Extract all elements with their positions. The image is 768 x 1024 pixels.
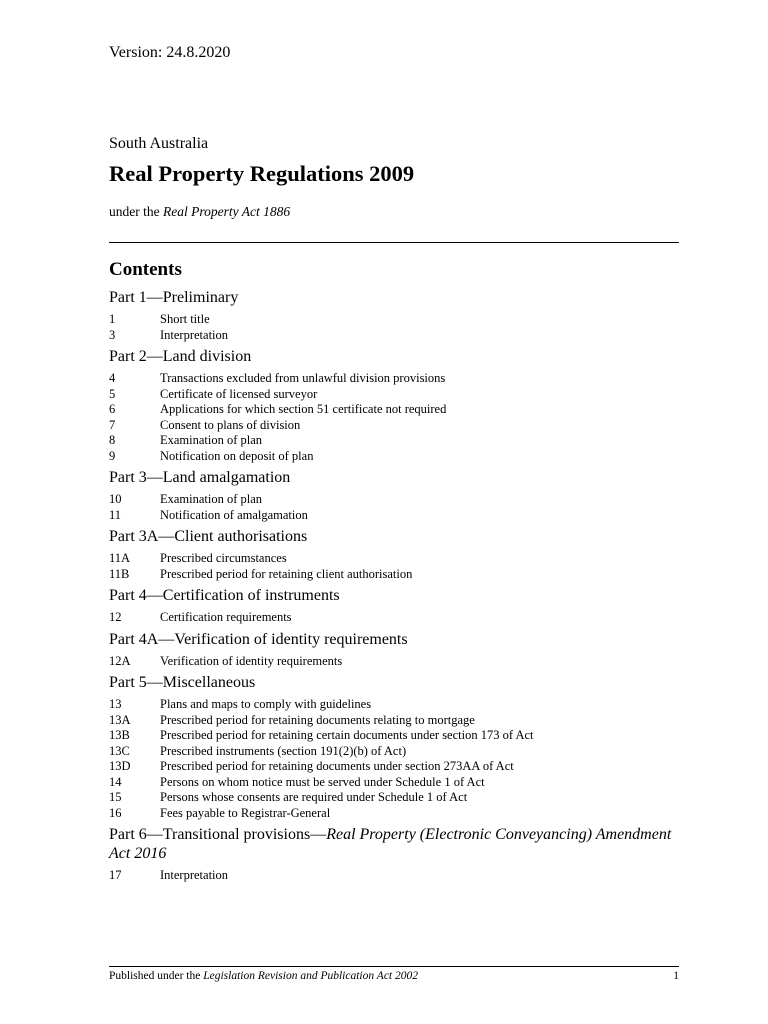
toc-entry[interactable] <box>109 508 679 524</box>
toc-entry[interactable] <box>109 697 679 713</box>
toc-entry-title: Interpretation <box>160 868 229 882</box>
toc-entry[interactable] <box>109 790 679 806</box>
toc-part-heading[interactable]: Part 4A—Verification of identity requirements <box>109 630 408 648</box>
toc-entry[interactable] <box>109 654 679 670</box>
toc-entry-number: 13D <box>109 759 131 773</box>
toc-entry-title: Transactions excluded from unlawful division provisions <box>160 371 446 385</box>
toc-entry-number: 7 <box>109 417 116 432</box>
toc-entry-title: Notification on deposit of plan <box>160 448 314 463</box>
toc-entry[interactable] <box>109 449 679 465</box>
enabling-act-prefix: under the <box>109 204 163 219</box>
toc-part-heading[interactable]: Part 2—Land division <box>109 348 252 365</box>
toc-entry[interactable] <box>109 728 679 744</box>
document-title: Real Property Regulations 2009 <box>109 161 415 186</box>
toc-part <box>109 527 679 582</box>
toc-part-heading[interactable]: Part 4—Certification of instruments <box>109 587 340 604</box>
toc-entry-title: Examination of plan <box>160 433 263 447</box>
toc-entry-title: Prescribed circumstances <box>160 551 287 565</box>
toc-entry-title: Certificate of licensed surveyor <box>160 386 318 401</box>
toc-entry-number: 13B <box>109 728 130 742</box>
toc-part <box>109 288 679 343</box>
toc-entry-number: 13 <box>109 697 122 711</box>
toc-entry-title: Examination of plan <box>160 492 263 506</box>
toc-part <box>109 586 679 626</box>
toc-entries <box>109 492 679 523</box>
toc-entry-title: Applications for which section 51 certificate not required <box>160 402 447 416</box>
toc-entries <box>109 654 679 670</box>
table-of-contents <box>109 288 679 888</box>
footer-prefix: Published under the <box>109 970 204 982</box>
toc-entries <box>109 551 679 582</box>
toc-part-heading[interactable]: Part 3A—Client authorisations <box>109 528 308 545</box>
contents-heading: Contents <box>109 259 182 280</box>
jurisdiction: South Australia <box>109 135 209 152</box>
toc-entry[interactable] <box>109 418 679 434</box>
toc-entry-title: Prescribed instruments (section 191(2)(b) of Act) <box>160 743 407 758</box>
toc-part-heading[interactable] <box>109 825 679 863</box>
toc-entry-title: Consent to plans of division <box>160 417 301 432</box>
toc-entry-title: Notification of amalgamation <box>160 507 308 522</box>
toc-entry[interactable] <box>109 868 679 884</box>
toc-part <box>109 468 679 523</box>
toc-entries <box>109 610 679 626</box>
toc-entry-number: 14 <box>109 774 122 789</box>
toc-entry[interactable] <box>109 806 679 822</box>
toc-entry[interactable] <box>109 567 679 583</box>
toc-part-heading-prefix: Part 6—Transitional provisions— <box>109 826 327 843</box>
toc-entry[interactable] <box>109 759 679 775</box>
toc-part <box>109 630 679 670</box>
page-footer <box>109 970 679 982</box>
toc-entry[interactable] <box>109 492 679 508</box>
toc-entry-number: 8 <box>109 433 116 447</box>
toc-entry[interactable] <box>109 551 679 567</box>
toc-entry-number: 12 <box>109 610 122 624</box>
toc-entry-number: 15 <box>109 790 122 804</box>
toc-entries <box>109 312 679 343</box>
toc-entry-title: Persons on whom notice must be served under Schedule 1 of Act <box>160 774 485 789</box>
toc-entry[interactable] <box>109 433 679 449</box>
page-number: 1 <box>673 970 679 982</box>
toc-entry-number: 16 <box>109 805 122 820</box>
toc-entry-title: Fees payable to Registrar-General <box>160 805 331 820</box>
enabling-act-name: Real Property Act 1886 <box>162 204 291 219</box>
toc-entry[interactable] <box>109 713 679 729</box>
toc-entry-number: 4 <box>109 371 116 385</box>
footer-act-name: Legislation Revision and Publication Act 2002 <box>203 970 418 982</box>
toc-entry[interactable] <box>109 775 679 791</box>
toc-entry-number: 13A <box>109 712 131 727</box>
enabling-act-line <box>109 204 290 220</box>
toc-entry-title: Certification requirements <box>160 610 292 624</box>
toc-entry-title: Interpretation <box>160 327 229 342</box>
toc-entry-title: Prescribed period for retaining certain documents under section 173 of Act <box>160 728 534 742</box>
toc-entries <box>109 697 679 821</box>
toc-entry-number: 6 <box>109 402 116 416</box>
version-label: Version: 24.8.2020 <box>109 44 231 61</box>
toc-entries <box>109 371 679 464</box>
toc-part <box>109 673 679 821</box>
toc-entry-number: 5 <box>109 386 116 401</box>
toc-entry-title: Prescribed period for retaining documents under section 273AA of Act <box>160 759 514 773</box>
toc-entry-title: Prescribed period for retaining client authorisation <box>160 566 413 581</box>
footer-divider <box>109 966 679 967</box>
toc-entry-number: 13C <box>109 743 130 758</box>
toc-entry-number: 1 <box>109 312 116 326</box>
toc-entry-number: 12A <box>109 653 131 668</box>
toc-entry-title: Prescribed period for retaining documents relating to mortgage <box>160 712 475 727</box>
toc-entry-title: Plans and maps to comply with guidelines <box>160 697 372 711</box>
toc-part <box>109 825 679 884</box>
toc-entry[interactable] <box>109 744 679 760</box>
toc-entry[interactable] <box>109 610 679 626</box>
toc-part-heading[interactable]: Part 1—Preliminary <box>109 289 239 306</box>
toc-entry[interactable] <box>109 371 679 387</box>
toc-entry-number: 11 <box>109 507 122 522</box>
toc-part-heading[interactable]: Part 5—Miscellaneous <box>109 674 256 691</box>
toc-entry-number: 3 <box>109 327 116 342</box>
toc-entries <box>109 868 679 884</box>
toc-entry-title: Persons whose consents are required under Schedule 1 of Act <box>160 790 468 804</box>
toc-entry[interactable] <box>109 312 679 328</box>
toc-entry-title: Verification of identity requirements <box>160 653 343 668</box>
toc-part-heading-act: Real Property (Electronic Conveyancing) Amendment Act 2016 <box>109 826 672 862</box>
footer-publication-note <box>109 970 418 982</box>
toc-entry-number: 10 <box>109 492 122 506</box>
toc-entry[interactable] <box>109 387 679 403</box>
toc-entry-number: 11A <box>109 551 131 565</box>
toc-entry-number: 9 <box>109 448 116 463</box>
toc-part-heading[interactable]: Part 3—Land amalgamation <box>109 469 291 486</box>
toc-entry-title: Short title <box>160 312 210 326</box>
toc-entry-number: 17 <box>109 868 122 882</box>
header-divider <box>109 242 679 243</box>
toc-entry-number: 11B <box>109 566 130 581</box>
toc-entry[interactable] <box>109 402 679 418</box>
toc-entry[interactable] <box>109 328 679 344</box>
toc-part <box>109 347 679 464</box>
